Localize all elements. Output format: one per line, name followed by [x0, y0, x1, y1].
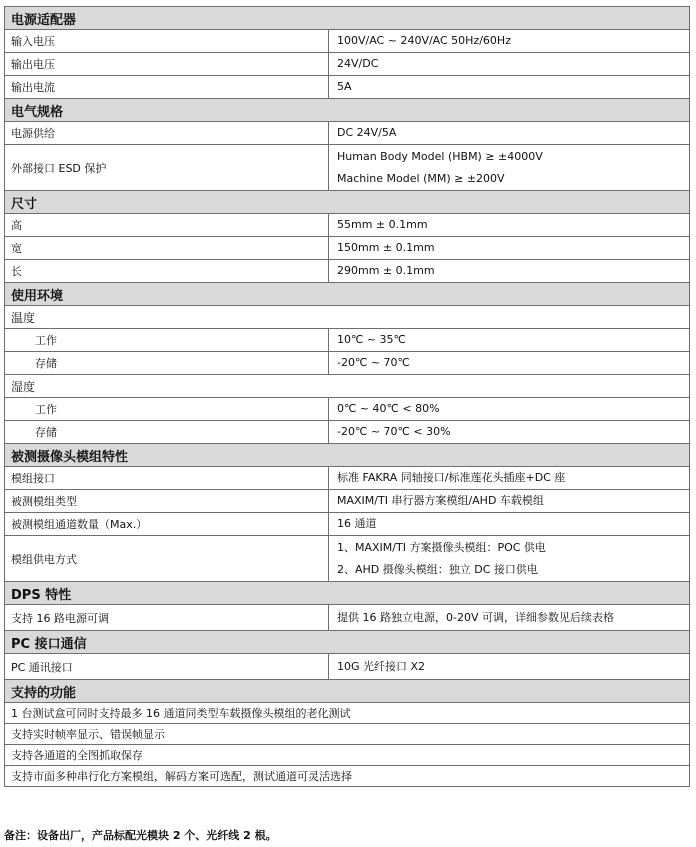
- spec-value-line: -20℃ ~ 70℃: [337, 356, 410, 369]
- section-header: [5, 7, 690, 30]
- feature-text: 支持各通道的全图抓取保存: [5, 745, 690, 766]
- spec-value-line: MAXIM/TI 串行器方案模组/AHD 车载模组: [337, 494, 544, 507]
- spec-row: [5, 654, 690, 680]
- section-header: [5, 99, 690, 122]
- spec-label: 高: [5, 214, 329, 237]
- spec-row: [5, 237, 690, 260]
- section-title: PC 接口通信: [5, 631, 690, 654]
- spec-label: 支持 16 路电源可调: [5, 605, 329, 631]
- spec-label: 输出电流: [5, 76, 329, 99]
- spec-value: [329, 329, 690, 352]
- spec-value-line: 提供 16 路独立电源，0-20V 可调，详细参数见后续表格: [337, 610, 614, 624]
- spec-row: [5, 605, 690, 631]
- section-title: 电气规格: [5, 99, 690, 122]
- spec-label: 输入电压: [5, 30, 329, 53]
- spec-value-line: 24V/DC: [337, 57, 379, 70]
- spec-value: [329, 30, 690, 53]
- spec-row: [5, 467, 690, 490]
- spec-value-line: -20℃ ~ 70℃ < 30%: [337, 425, 451, 438]
- spec-value: [329, 421, 690, 444]
- spec-label: 存储: [5, 421, 329, 444]
- spec-value: [329, 260, 690, 283]
- spec-row: [5, 421, 690, 444]
- spec-value-line: DC 24V/5A: [337, 126, 397, 139]
- section-header: [5, 631, 690, 654]
- spec-value: [329, 605, 690, 631]
- section-header: [5, 680, 690, 703]
- spec-table: [4, 6, 690, 787]
- spec-value-line: 10G 光纤接口 X2: [337, 659, 426, 673]
- section-title: DPS 特性: [5, 582, 690, 605]
- spec-label: 工作: [5, 398, 329, 421]
- spec-label: 被测模组通道数量（Max.）: [5, 513, 329, 536]
- spec-row: [5, 145, 690, 191]
- spec-label: PC 通讯接口: [5, 654, 329, 680]
- spec-value-line: 标准 FAKRA 同轴接口/标准莲花头插座+DC 座: [337, 471, 566, 484]
- spec-label: 电源供给: [5, 122, 329, 145]
- section-header: [5, 191, 690, 214]
- spec-row: [5, 352, 690, 375]
- spec-label: 宽: [5, 237, 329, 260]
- spec-value-line: 10℃ ~ 35℃: [337, 333, 406, 346]
- spec-row: [5, 122, 690, 145]
- feature-text: 1 台测试盒可同时支持最多 16 通道同类型车载摄像头模组的老化测试: [5, 703, 690, 724]
- spec-row: [5, 536, 690, 582]
- section-header: [5, 444, 690, 467]
- spec-value-line: 150mm ± 0.1mm: [337, 241, 435, 254]
- spec-value: [329, 513, 690, 536]
- spec-label: 被测模组类型: [5, 490, 329, 513]
- spec-label: 存储: [5, 352, 329, 375]
- subheading-row: [5, 375, 690, 398]
- spec-row: [5, 329, 690, 352]
- spec-label: 长: [5, 260, 329, 283]
- spec-value-line: 5A: [337, 80, 352, 93]
- spec-label: 工作: [5, 329, 329, 352]
- spec-value: [329, 398, 690, 421]
- section-header: [5, 283, 690, 306]
- spec-row: [5, 53, 690, 76]
- section-title: 被测摄像头模组特性: [5, 444, 690, 467]
- spec-value: [329, 214, 690, 237]
- feature-row: [5, 745, 690, 766]
- spec-value-line: Human Body Model (HBM) ≥ ±4000V: [337, 149, 543, 163]
- spec-value-line: 16 通道: [337, 517, 377, 530]
- spec-label: 输出电压: [5, 53, 329, 76]
- spec-label: 模组接口: [5, 467, 329, 490]
- spec-label: 外部接口 ESD 保护: [5, 145, 329, 191]
- spec-value-line: 0℃ ~ 40℃ < 80%: [337, 402, 440, 415]
- subheading: 温度: [5, 306, 690, 329]
- section-title: 电源适配器: [5, 7, 690, 30]
- spec-value-line: 290mm ± 0.1mm: [337, 264, 435, 277]
- subheading-row: [5, 306, 690, 329]
- subheading: 湿度: [5, 375, 690, 398]
- section-title: 支持的功能: [5, 680, 690, 703]
- spec-label: 模组供电方式: [5, 536, 329, 582]
- feature-text: 支持实时帧率显示、错误帧显示: [5, 724, 690, 745]
- spec-value-line: 55mm ± 0.1mm: [337, 218, 428, 231]
- spec-value: [329, 53, 690, 76]
- section-title: 尺寸: [5, 191, 690, 214]
- spec-value: [329, 654, 690, 680]
- spec-row: [5, 398, 690, 421]
- spec-row: [5, 513, 690, 536]
- feature-text: 支持市面多种串行化方案模组，解码方案可选配，测试通道可灵活选择: [5, 766, 690, 787]
- spec-value: [329, 352, 690, 375]
- spec-value: [329, 467, 690, 490]
- spec-value: [329, 76, 690, 99]
- feature-row: [5, 766, 690, 787]
- spec-row: [5, 490, 690, 513]
- feature-row: [5, 703, 690, 724]
- feature-row: [5, 724, 690, 745]
- spec-row: [5, 30, 690, 53]
- spec-value: [329, 145, 690, 191]
- spec-value-line: 1、MAXIM/TI 方案摄像头模组：POC 供电: [337, 540, 546, 554]
- section-title: 使用环境: [5, 283, 690, 306]
- spec-value: [329, 536, 690, 582]
- footnote: 备注：设备出厂，产品标配光模块 2 个、光纤线 2 根。: [4, 829, 277, 842]
- spec-value: [329, 237, 690, 260]
- section-header: [5, 582, 690, 605]
- spec-row: [5, 214, 690, 237]
- spec-value-line: Machine Model (MM) ≥ ±200V: [337, 171, 505, 185]
- spec-value-line: 2、AHD 摄像头模组：独立 DC 接口供电: [337, 562, 538, 576]
- spec-value: [329, 122, 690, 145]
- spec-row: [5, 76, 690, 99]
- spec-value-line: 100V/AC ~ 240V/AC 50Hz/60Hz: [337, 34, 511, 47]
- spec-row: [5, 260, 690, 283]
- spec-value: [329, 490, 690, 513]
